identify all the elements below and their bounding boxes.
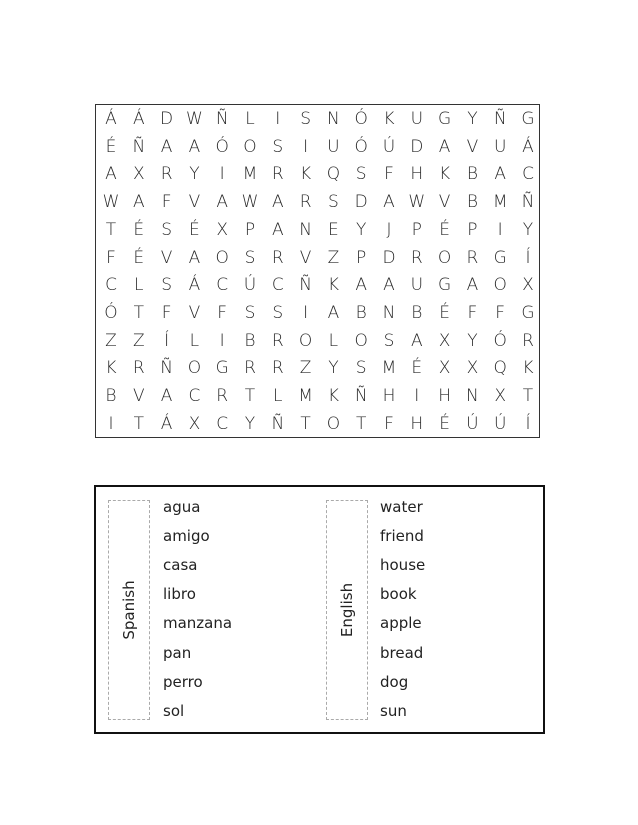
- grid-letter: T: [522, 386, 534, 406]
- grid-letter: C: [188, 386, 201, 406]
- english-word: sun: [380, 701, 407, 720]
- vocabulary-box: [94, 485, 545, 734]
- grid-letter: S: [161, 219, 172, 240]
- grid-letter: B: [466, 164, 478, 185]
- english-word: house: [380, 556, 426, 575]
- grid-letter: G: [521, 109, 535, 129]
- grid-letter: K: [383, 109, 395, 129]
- grid-row: [96, 410, 539, 438]
- grid-letter: Á: [132, 109, 145, 129]
- grid-letter: Ñ: [132, 136, 146, 157]
- grid-letter: Q: [493, 358, 507, 379]
- grid-row: [96, 382, 539, 410]
- grid-letter: D: [160, 109, 174, 129]
- grid-letter: V: [160, 247, 173, 268]
- grid-letter: G: [493, 247, 507, 268]
- grid-letter: G: [438, 109, 452, 129]
- grid-letter: A: [327, 302, 340, 323]
- grid-letter: R: [271, 358, 284, 379]
- grid-letter: Y: [467, 109, 478, 129]
- grid-letter: D: [354, 192, 368, 213]
- grid-letter: C: [105, 275, 117, 296]
- grid-letter: T: [133, 302, 144, 323]
- grid-letter: W: [241, 192, 259, 213]
- grid-letter: M: [298, 386, 313, 406]
- grid-letter: É: [133, 247, 145, 268]
- grid-letter: E: [328, 219, 339, 240]
- grid-letter: F: [384, 413, 394, 434]
- spanish-word: libro: [163, 585, 196, 604]
- grid-letter: A: [383, 275, 395, 296]
- grid-letter: S: [383, 330, 395, 351]
- grid-letter: É: [439, 302, 450, 323]
- grid-letter: L: [134, 275, 144, 296]
- grid-letter: Ñ: [160, 358, 173, 379]
- grid-letter: B: [105, 386, 117, 406]
- grid-letter: Y: [355, 219, 367, 240]
- grid-letter: H: [438, 386, 451, 406]
- grid-letter: I: [219, 164, 225, 185]
- grid-letter: V: [299, 247, 312, 268]
- grid-letter: I: [303, 136, 309, 157]
- grid-letter: S: [244, 247, 256, 268]
- grid-letter: Z: [105, 330, 117, 351]
- grid-letter: S: [244, 302, 256, 323]
- grid-letter: Ñ: [521, 192, 535, 213]
- grid-letter: A: [466, 275, 479, 296]
- grid-letter: S: [355, 164, 367, 185]
- grid-letter: B: [244, 330, 256, 351]
- grid-letter: R: [271, 164, 284, 185]
- grid-letter: Ú: [466, 413, 479, 434]
- grid-letter: T: [244, 386, 256, 406]
- grid-row: [96, 105, 539, 133]
- grid-letter: Ó: [215, 136, 229, 157]
- grid-letter: Ñ: [354, 386, 368, 406]
- grid-letter: A: [216, 192, 228, 213]
- spanish-word: agua: [163, 498, 201, 516]
- grid-letter: Ñ: [299, 275, 312, 296]
- grid-letter: F: [217, 302, 228, 323]
- grid-letter: L: [328, 330, 339, 351]
- grid-letter: A: [271, 219, 284, 240]
- grid-letter: S: [161, 275, 172, 296]
- grid-letter: M: [492, 192, 508, 213]
- grid-letter: C: [522, 164, 534, 185]
- english-word: dog: [380, 672, 409, 691]
- grid-letter: A: [494, 164, 506, 185]
- grid-letter: I: [108, 413, 114, 434]
- spanish-word: manzana: [163, 614, 233, 633]
- grid-letter: Ñ: [215, 109, 229, 129]
- grid-letter: S: [300, 109, 311, 129]
- grid-letter: L: [245, 109, 255, 129]
- grid-letter: Í: [164, 330, 170, 351]
- grid-letter: Y: [244, 413, 256, 434]
- grid-letter: T: [355, 413, 367, 434]
- grid-letter: K: [327, 275, 339, 296]
- grid-letter: Y: [328, 358, 339, 379]
- grid-letter: F: [467, 302, 478, 323]
- spanish-word: sol: [163, 701, 185, 720]
- grid-row: [96, 244, 539, 272]
- grid-letter: A: [188, 136, 201, 157]
- grid-letter: Á: [160, 413, 173, 434]
- grid-letter: U: [327, 136, 340, 157]
- grid-letter: B: [466, 192, 478, 213]
- grid-letter: I: [275, 109, 281, 129]
- grid-letter: W: [102, 192, 120, 213]
- grid-letter: X: [466, 358, 479, 379]
- grid-letter: V: [438, 192, 451, 213]
- grid-letter: Ó: [493, 330, 507, 351]
- grid-letter: X: [438, 358, 451, 379]
- grid-letter: R: [299, 192, 312, 213]
- grid-row: [96, 299, 539, 327]
- grid-letter: Z: [132, 330, 145, 351]
- grid-letter: H: [410, 413, 424, 434]
- english-column-label: [326, 500, 368, 720]
- grid-letter: O: [354, 330, 368, 351]
- grid-letter: G: [215, 358, 229, 379]
- grid-letter: É: [105, 136, 117, 157]
- grid-letter: K: [439, 164, 451, 185]
- grid-letter: R: [271, 247, 284, 268]
- grid-letter: X: [438, 330, 451, 351]
- grid-letter: V: [188, 192, 201, 213]
- grid-letter: S: [272, 136, 284, 157]
- grid-letter: G: [438, 275, 452, 296]
- grid-letter: W: [408, 192, 426, 213]
- grid-letter: D: [410, 136, 424, 157]
- grid-letter: Q: [326, 164, 341, 185]
- grid-letter: N: [327, 109, 340, 129]
- grid-letter: O: [437, 247, 452, 268]
- grid-row: [96, 188, 539, 216]
- grid-letter: Á: [522, 136, 534, 157]
- grid-letter: Ú: [382, 136, 396, 157]
- grid-letter: A: [188, 247, 201, 268]
- grid-letter: R: [244, 358, 256, 379]
- grid-letter: A: [160, 136, 173, 157]
- grid-letter: K: [522, 358, 534, 379]
- grid-row: [96, 354, 539, 382]
- grid-letter: T: [300, 413, 311, 434]
- grid-letter: I: [497, 219, 503, 240]
- grid-letter: A: [355, 275, 367, 296]
- grid-letter: L: [273, 386, 283, 406]
- grid-letter: X: [132, 164, 145, 185]
- grid-letter: F: [384, 164, 394, 185]
- grid-letter: A: [271, 192, 284, 213]
- grid-letter: Ú: [243, 275, 257, 296]
- grid-letter: N: [382, 302, 396, 323]
- grid-letter: C: [271, 275, 284, 296]
- grid-letter: C: [216, 275, 229, 296]
- grid-letter: Ó: [104, 302, 118, 323]
- grid-letter: S: [272, 302, 284, 323]
- grid-row: [96, 327, 539, 355]
- word-search-grid: [95, 104, 540, 438]
- grid-letter: U: [410, 109, 424, 129]
- grid-letter: É: [189, 219, 200, 240]
- grid-letter: S: [355, 358, 367, 379]
- grid-letter: D: [382, 247, 396, 268]
- grid-letter: F: [495, 302, 506, 323]
- grid-letter: I: [414, 386, 420, 406]
- grid-letter: X: [216, 219, 229, 240]
- grid-letter: V: [466, 136, 479, 157]
- grid-letter: Í: [525, 413, 531, 434]
- grid-letter: O: [215, 247, 229, 268]
- grid-letter: É: [411, 358, 423, 379]
- grid-letter: X: [522, 275, 534, 296]
- grid-letter: P: [356, 247, 367, 268]
- grid-letter: R: [271, 330, 284, 351]
- grid-letter: O: [326, 413, 341, 434]
- grid-letter: K: [300, 164, 312, 185]
- grid-letter: Á: [105, 109, 117, 129]
- grid-letter: T: [133, 413, 144, 434]
- grid-letter: X: [494, 386, 507, 406]
- grid-letter: R: [410, 247, 423, 268]
- grid-letter: P: [411, 219, 422, 240]
- grid-letter: O: [493, 275, 507, 296]
- grid-letter: G: [521, 302, 535, 323]
- grid-letter: B: [411, 302, 423, 323]
- grid-letter: W: [185, 109, 203, 129]
- grid-letter: U: [493, 136, 507, 157]
- spanish-word: casa: [163, 556, 198, 575]
- grid-letter: Y: [467, 330, 478, 351]
- grid-letter: É: [133, 219, 145, 240]
- english-word: water: [380, 498, 423, 516]
- grid-letter: A: [438, 136, 451, 157]
- grid-letter: Ú: [493, 413, 507, 434]
- spanish-label-text: Spanish: [120, 580, 138, 640]
- grid-letter: M: [242, 164, 258, 185]
- grid-row: [96, 160, 539, 188]
- grid-letter: P: [467, 219, 478, 240]
- english-word: apple: [380, 614, 422, 633]
- grid-letter: F: [161, 192, 172, 213]
- english-word: book: [380, 585, 417, 604]
- grid-letter: A: [383, 192, 395, 213]
- grid-letter: Ó: [354, 136, 368, 157]
- grid-letter: O: [187, 358, 202, 379]
- grid-letter: É: [439, 413, 450, 434]
- grid-letter: O: [298, 330, 313, 351]
- grid-letter: H: [382, 386, 396, 406]
- grid-letter: V: [188, 302, 201, 323]
- grid-letter: N: [466, 386, 479, 406]
- grid-letter: K: [327, 386, 339, 406]
- english-label-text: English: [338, 582, 356, 638]
- grid-letter: T: [105, 219, 117, 240]
- grid-letter: R: [466, 247, 479, 268]
- grid-letter: Y: [522, 219, 534, 240]
- grid-letter: Ó: [354, 109, 368, 129]
- grid-row: [96, 216, 539, 244]
- grid-row: [96, 271, 539, 299]
- grid-letter: B: [355, 302, 367, 323]
- grid-letter: A: [160, 386, 173, 406]
- grid-letter: Á: [188, 275, 201, 296]
- grid-letter: J: [386, 219, 392, 240]
- grid-letter: Ñ: [493, 109, 507, 129]
- spanish-word: amigo: [163, 527, 210, 546]
- english-word: friend: [380, 527, 424, 546]
- grid-letter: X: [188, 413, 201, 434]
- grid-letter: P: [244, 219, 256, 240]
- grid-letter: R: [132, 358, 145, 379]
- grid-letter: L: [189, 330, 200, 351]
- grid-letter: M: [381, 358, 397, 379]
- grid-letter: F: [161, 302, 172, 323]
- grid-letter: U: [410, 275, 424, 296]
- grid-letter: R: [160, 164, 173, 185]
- grid-letter: H: [410, 164, 424, 185]
- grid-letter: F: [106, 247, 116, 268]
- grid-letter: I: [303, 302, 309, 323]
- grid-letter: Ñ: [271, 413, 285, 434]
- spanish-word: pan: [163, 643, 192, 662]
- grid-letter: Y: [189, 164, 200, 185]
- spanish-word: perro: [163, 672, 203, 691]
- grid-letter: R: [522, 330, 534, 351]
- grid-letter: S: [327, 192, 339, 213]
- grid-letter: A: [132, 192, 145, 213]
- grid-letter: R: [216, 386, 229, 406]
- grid-letter: Í: [525, 247, 531, 268]
- grid-letter: É: [439, 219, 450, 240]
- grid-letter: K: [105, 358, 117, 379]
- grid-letter: A: [410, 330, 423, 351]
- grid-letter: V: [132, 386, 145, 406]
- spanish-column-label: [108, 500, 150, 720]
- grid-letter: Z: [299, 358, 312, 379]
- grid-letter: O: [243, 136, 257, 157]
- grid-letter: Z: [327, 247, 340, 268]
- grid-letter: I: [219, 330, 225, 351]
- grid-letter: N: [299, 219, 312, 240]
- grid-row: [96, 133, 539, 161]
- english-word: bread: [380, 643, 424, 662]
- grid-letter: A: [105, 164, 117, 185]
- grid-letter: C: [216, 413, 229, 434]
